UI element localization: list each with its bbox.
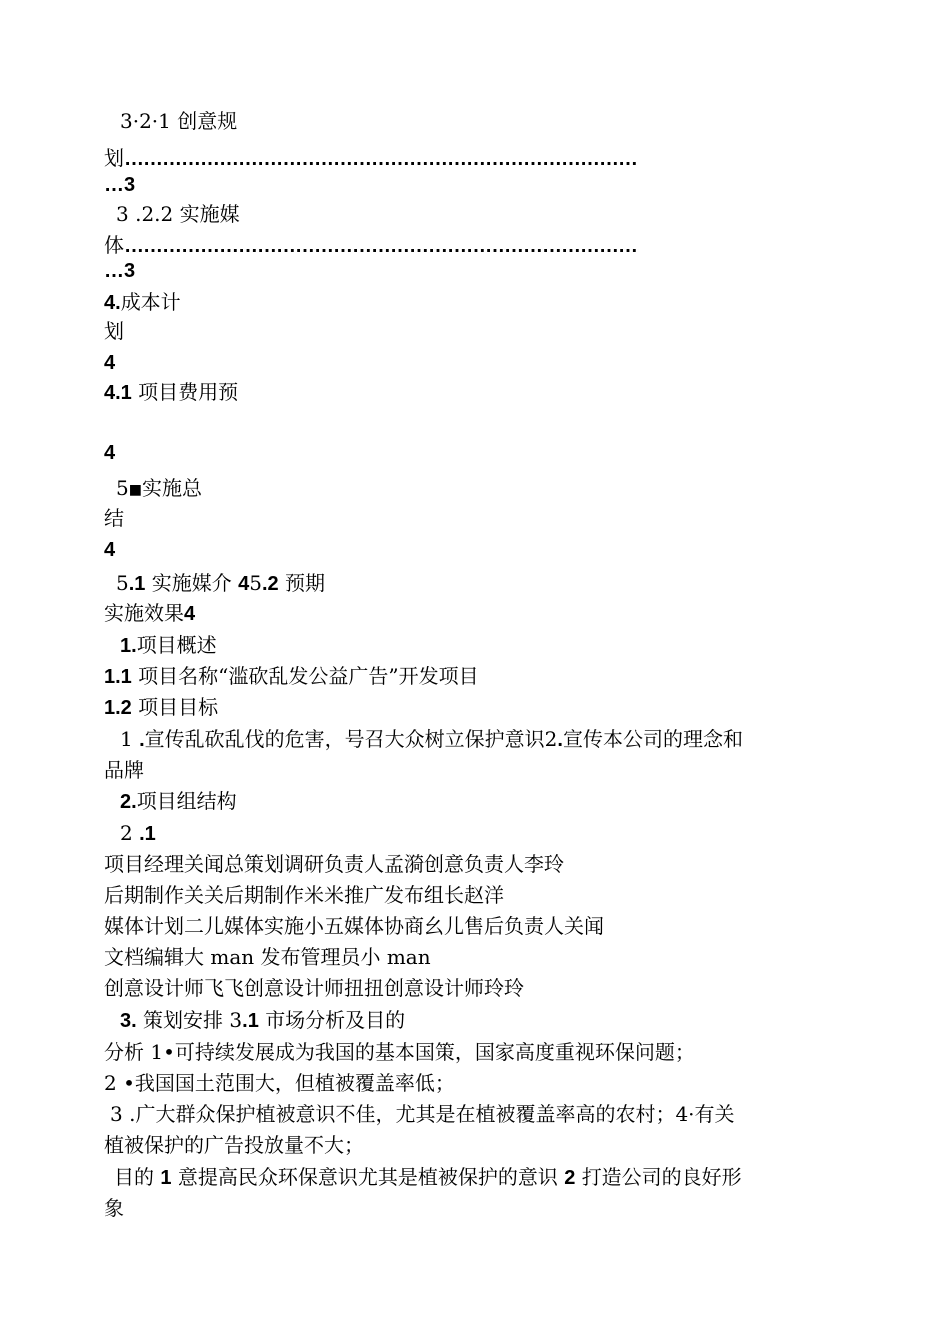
toc-leader-dots: ……………………………………………………………………… [124, 148, 637, 170]
item-number: 3 [110, 1102, 123, 1126]
toc-number: .2.2 [135, 202, 174, 226]
team-line: 创意设计师飞飞创意设计师扭扭创意设计师玲玲 [104, 976, 524, 1000]
toc-page-number: 4 [184, 603, 196, 625]
toc-text: 划 [104, 146, 124, 170]
heading-text: 策划安排 [143, 1008, 224, 1032]
toc-number: 3·2·1 [120, 109, 171, 133]
item-text: .广大群众保护植被意识不佳，尤其是在植被覆盖率高的农村；4·有关 [129, 1102, 735, 1126]
item-text: 市场分析及目的 [265, 1008, 406, 1032]
toc-entry-3-2-1 [120, 108, 237, 134]
item-number: 1.1 [104, 666, 132, 688]
item-number: . [557, 729, 563, 751]
item-number: . [139, 729, 145, 751]
toc-text: 结 [104, 506, 124, 530]
square-bullet-icon: ■ [128, 482, 142, 498]
team-line: 后期制作关关后期制作米米推广发布组长赵洋 [104, 883, 504, 907]
toc-page-number: 4 [104, 352, 116, 374]
analysis-line: 分析 1•可持续发展成为我国的基本国策，国家高度重视环保问题； [104, 1040, 695, 1064]
item-text: 宣传本公司的理念和 [562, 727, 743, 751]
toc-entry-4 [104, 289, 181, 316]
section-heading-2 [120, 788, 237, 815]
toc-page-number: 4 [238, 573, 250, 595]
item-text: 项目名称“滥砍乱发公益广告”开发项目 [138, 664, 479, 688]
item-text: 目的 [114, 1165, 154, 1189]
toc-entry-3-2-2 [116, 201, 240, 227]
toc-page-number: 4 [104, 442, 116, 464]
toc-text: 项目费用预 [138, 380, 239, 404]
purpose-line [114, 1164, 742, 1191]
toc-entry-5 [116, 475, 202, 503]
subsection-2-1 [120, 820, 156, 847]
item-number: 1 [120, 727, 133, 751]
project-name-line [104, 663, 479, 690]
toc-leader-dots: ……………………………………………………………………… [124, 235, 637, 257]
toc-text: 实施媒 [179, 202, 240, 226]
toc-number: 5 [116, 571, 129, 595]
item-number: 2 [120, 821, 133, 845]
toc-number: 5 [116, 476, 129, 500]
item-number: 3 [229, 1008, 243, 1032]
toc-number: 4.1 [104, 382, 132, 404]
toc-leader-line [104, 145, 637, 172]
analysis-line-cont: 植被保护的广告投放量不大； [104, 1133, 364, 1157]
toc-entry-4-1 [104, 379, 238, 406]
item-number: 2 [544, 727, 558, 751]
toc-text: 预期 [285, 571, 326, 595]
item-number: .1 [139, 823, 156, 845]
heading-text: 项目概述 [136, 633, 217, 657]
analysis-line [110, 1101, 735, 1127]
item-number: 1 [160, 1167, 172, 1189]
project-goal-heading [104, 694, 218, 721]
toc-page-number: …3 [104, 174, 136, 196]
toc-entry-5-1 [116, 570, 325, 597]
purpose-line-cont: 象 [104, 1196, 124, 1220]
analysis-line: 2 •我国国土范围大，但植被覆盖率低； [104, 1071, 455, 1095]
toc-leader-line [104, 232, 637, 259]
item-text: 宣传乱砍乱伐的危害，号召大众树立保护意识 [144, 727, 545, 751]
project-goal-text [120, 726, 743, 753]
toc-text: 实施媒介 [151, 571, 232, 595]
item-text: 项目目标 [138, 695, 219, 719]
team-line: 项目经理关闻总策划调研负责人孟漪创意负责人李玲 [104, 852, 564, 876]
item-text: 意提高民众环保意识尤其是植被保护的意识 [177, 1165, 558, 1189]
team-line: 媒体计划二儿媒体实施小五媒体协商幺儿售后负责人关闻 [104, 914, 604, 938]
item-number: 1.2 [104, 697, 132, 719]
toc-number: .1 [128, 573, 146, 595]
toc-number: 4. [104, 292, 121, 314]
section-heading-3 [120, 1007, 405, 1034]
toc-number: 5 [249, 571, 262, 595]
section-heading-1 [120, 632, 217, 659]
project-goal-text-cont: 品牌 [104, 758, 144, 782]
toc-number: 3 [116, 202, 129, 226]
toc-page-number: …3 [104, 260, 136, 282]
heading-text: 项目组结构 [136, 789, 237, 813]
toc-text: 成本计 [120, 290, 181, 314]
toc-text: 划 [104, 319, 124, 343]
toc-text: 创意规 [177, 109, 238, 133]
toc-text: 体 [104, 233, 124, 257]
toc-entry-5-2 [104, 600, 195, 627]
toc-text: 实施总 [141, 476, 202, 500]
item-number: 2 [564, 1167, 576, 1189]
team-line: 文档编辑大 man 发布管理员小 man [104, 945, 431, 969]
toc-text: 实施效果 [104, 601, 184, 625]
toc-number: .2 [262, 573, 279, 595]
heading-number: 3. [120, 1010, 137, 1032]
heading-number: 1. [120, 635, 137, 657]
toc-page-number: 4 [104, 539, 116, 561]
item-text: 打造公司的良好形 [581, 1165, 742, 1189]
heading-number: 2. [120, 791, 137, 813]
item-number: .1 [242, 1010, 259, 1032]
